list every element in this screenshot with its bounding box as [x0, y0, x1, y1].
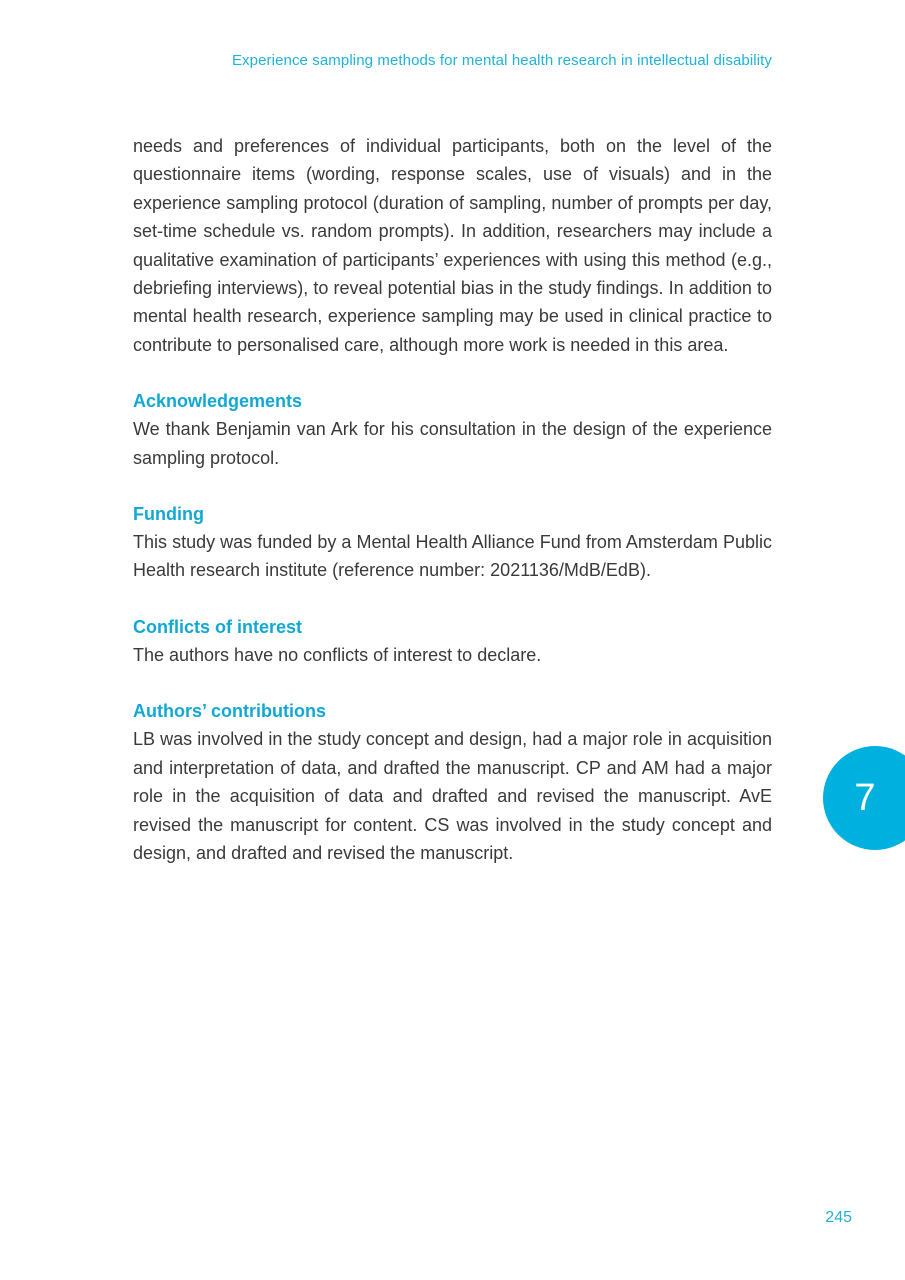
- page-number: 245: [825, 1209, 852, 1226]
- conflicts-text: The authors have no conflicts of interest to declare.: [133, 644, 542, 665]
- funding-section: [133, 500, 772, 585]
- acknowledgements-text: We thank Benjamin van Ark for his consultation in the design of the experience sampling protocol.: [133, 419, 772, 468]
- intro-paragraph: needs and preferences of individual participants, both on the level of the questionnaire items (wording, response scales, use of visuals) and in the experience sampling protocol (duration of sampling, number of prompts per day, set-time schedule vs. random prompts). In addition, researchers may include a qualitative examination of participants’ experiences with using this method (e.g., debriefing interviews), to reveal potential bias in the study findings. In addition to mental health research, experience sampling may be used in clinical practice to contribute to personalised care, although more work is needed in this area.: [133, 136, 772, 355]
- acknowledgements-heading: Acknowledgements: [133, 391, 303, 412]
- contributions-text: LB was involved in the study concept and design, had a major role in acquisition and interpretation of data, and drafted the manuscript. CP and AM had a major role in the acquisition of data and drafted and revised the manuscript. AvE revised the manuscript for content. CS was involved in the study concept and design, and drafted and revised the manuscript.: [133, 729, 772, 863]
- funding-heading: Funding: [133, 504, 204, 525]
- acknowledgements-section: [133, 387, 772, 472]
- chapter-number: 7: [854, 777, 876, 819]
- conflicts-section: [133, 613, 772, 669]
- running-header: Experience sampling methods for mental health research in intellectual disability: [231, 52, 772, 69]
- contributions-section: [133, 697, 772, 867]
- page-content: [133, 132, 772, 867]
- contributions-heading: Authors’ contributions: [133, 701, 326, 722]
- conflicts-heading: Conflicts of interest: [133, 616, 303, 637]
- funding-text: This study was funded by a Mental Health Alliance Fund from Amsterdam Public Health research institute (reference number: 2021136/MdB/EdB).: [133, 532, 772, 581]
